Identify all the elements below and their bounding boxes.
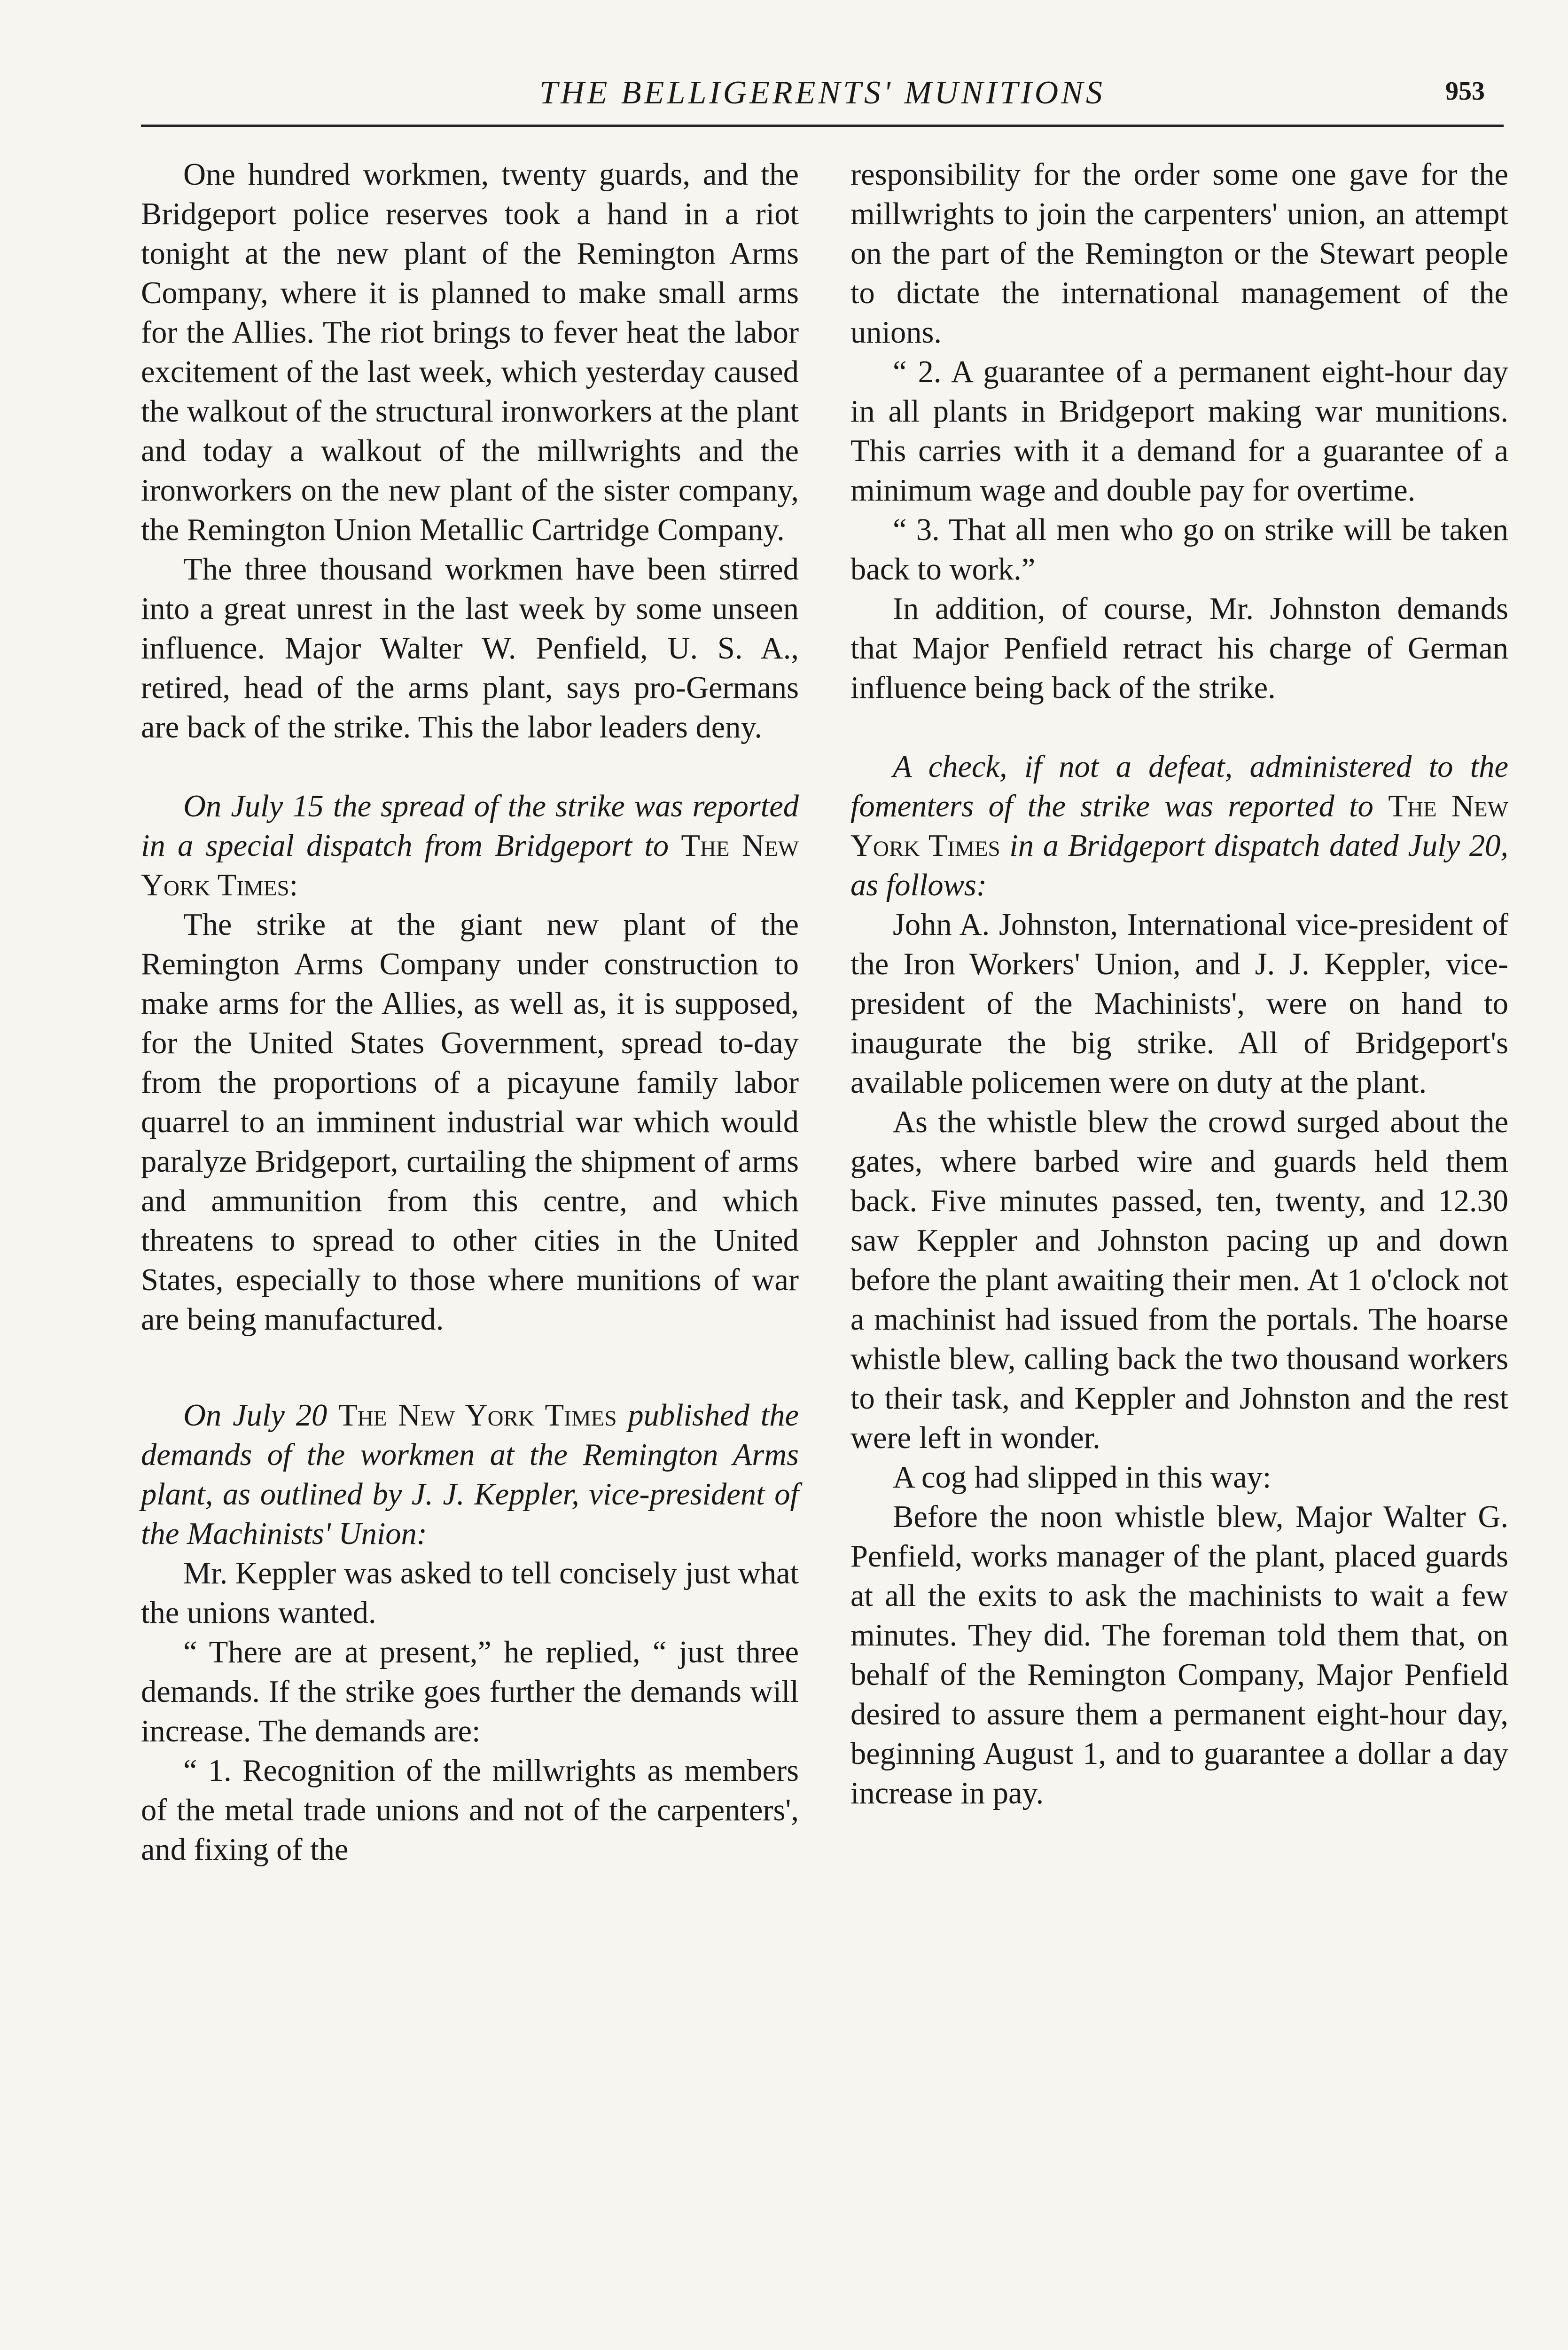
running-header: [141, 70, 1504, 127]
page-number: 953: [1445, 77, 1485, 106]
paragraph: “ 3. That all men who go on strike will be taken back to work.”: [850, 513, 1508, 587]
newspaper-name: The New York Times: [141, 829, 799, 902]
paragraph: responsibility for the order some one gave for the millwrights to join the carpenters' union, an attempt on the part of the Remington or the Stewart people to dictate the international management of the unions.: [850, 157, 1508, 350]
newspaper-name: The New York Times: [850, 789, 1509, 863]
right-column: [850, 155, 1508, 1813]
editorial-intro: On July 15 the spread of the strike was reported in a special dispatch from Bridgeport to The New York Times:: [141, 789, 799, 902]
left-column: [141, 155, 799, 1870]
paragraph: Before the noon whistle blew, Major Walter G. Penfield, works manager of the plant, placed guards at all the exits to ask the machinists to wait a few minutes. They did. The foreman told them that, on behalf of the Remington Company, Major Penfield desired to assure them a permanent eight-hour day, beginning August 1, and to guarantee a dollar a day increase in pay.: [850, 1500, 1508, 1810]
paragraph: A cog had slipped in this way:: [893, 1460, 1272, 1495]
paragraph: The three thousand workmen have been stirred into a great unrest in the last week by some unseen influence. Major Walter W. Penfield, U. S. A., retired, head of the arms plant, says pro-Germans are back of the strike. This the labor leaders deny.: [141, 552, 799, 744]
paragraph: As the whistle blew the crowd surged about the gates, where barbed wire and guards held them back. Five minutes passed, ten, twenty, and 12.30 saw Keppler and Johnston pacing up and down before the plant awaiting their men. At 1 o'clock not a machinist had issued from the portals. The hoarse whistle blew, calling back the two thousand workers to their task, and Keppler and Johnston and the rest were left in wonder.: [850, 1105, 1508, 1455]
editorial-intro: A check, if not a defeat, administered to the fomenters of the strike was reported to The New York Times in a Bridgeport dispatch dated July 20, as follows:: [850, 750, 1509, 902]
newspaper-name: The New York Times: [338, 1398, 617, 1433]
running-title: THE BELLIGERENTS' MUNITIONS: [539, 75, 1105, 111]
paragraph: John A. Johnston, International vice-president of the Iron Workers' Union, and J. J. Keppler, vice-president of the Machinists', were on hand to inaugurate the big strike. All of Bridgeport's available policemen were on duty at the plant.: [850, 908, 1508, 1100]
paragraph: “ 2. A guarantee of a permanent eight-hour day in all plants in Bridgeport making war munitions. This carries with it a demand for a guarantee of a minimum wage and double pay for overtime.: [850, 355, 1508, 508]
paragraph: “ 1. Recognition of the millwrights as members of the metal trade unions and not of the carpenters', and fixing of the: [141, 1754, 799, 1867]
header-rule: [141, 125, 1504, 127]
editorial-intro: On July 20 The New York Times published the demands of the workmen at the Remington Arms plant, as outlined by J. J. Keppler, vice-president of the Machinists' Union:: [141, 1398, 799, 1551]
paragraph: Mr. Keppler was asked to tell concisely just what the unions wanted.: [141, 1556, 799, 1630]
paragraph: “ There are at present,” he replied, “ just three demands. If the strike goes further the demands will increase. The demands are:: [141, 1635, 799, 1748]
paragraph: In addition, of course, Mr. Johnston demands that Major Penfield retract his charge of German influence being back of the strike.: [850, 592, 1508, 705]
paragraph: One hundred workmen, twenty guards, and the Bridgeport police reserves took a hand in a riot tonight at the new plant of the Remington Arms Company, where it is planned to make small arms for the Allies. The riot brings to fever heat the labor excitement of the last week, which yesterday caused the walkout of the structural ironworkers at the plant and today a walkout of the millwrights and the ironworkers on the new plant of the sister company, the Remington Union Metallic Cartridge Company.: [141, 157, 799, 547]
paragraph: The strike at the giant new plant of the Remington Arms Company under construction to make arms for the Allies, as well as, it is supposed, for the United States Government, spread to-day from the proportions of a picayune family labor quarrel to an imminent industrial war which would paralyze Bridgeport, curtailing the shipment of arms and ammunition from this centre, and which threatens to spread to other cities in the United States, especially to those where munitions of war are being manufactured.: [141, 908, 799, 1337]
